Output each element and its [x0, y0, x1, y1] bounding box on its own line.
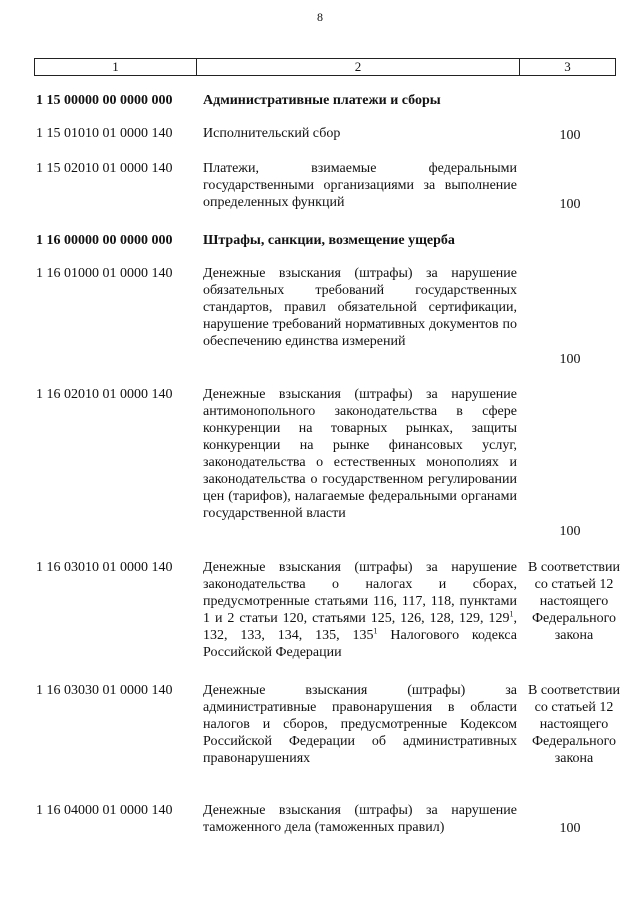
row-description: Административные платежи и сборы [203, 93, 441, 108]
superscript: 1 [509, 609, 514, 619]
row-description: Штрафы, санкции, возмещение ущерба [203, 233, 455, 248]
row-description: Исполнительский сбор [203, 126, 341, 141]
row-description: Денежные взыскания (штрафы) за нарушение таможенного дела (таможенных правил) [203, 803, 517, 835]
row-value: 100 [559, 352, 581, 367]
row-code: 1 16 03010 01 0000 140 [36, 560, 173, 575]
header-col-2: 2 [197, 59, 520, 75]
row-code: 1 16 03030 01 0000 140 [36, 683, 173, 698]
row-description-part: Денежные взыскания (штрафы) за нарушение законодательства о налогах и сборах, предусмотренные статьями 116, 117, 118, пунктами 1 и 2 статьи 120, статьями 125, 126, 128, 129, 129 [203, 560, 517, 626]
row-value: 100 [559, 524, 581, 539]
row-code: 1 16 00000 00 0000 000 [36, 233, 173, 248]
row-value: 100 [559, 128, 581, 143]
row-description: Денежные взыскания (штрафы) за административные правонарушения в области налогов и сборов, предусмотренные Кодексом Российской Федерации об административных правонарушениях [203, 683, 517, 766]
table-header [34, 58, 616, 76]
row-code: 1 16 01000 01 0000 140 [36, 266, 173, 281]
row-code: 1 15 02010 01 0000 140 [36, 161, 173, 176]
row-description: Платежи, взимаемые федеральными государственными организациями за выполнение определенных функций [203, 161, 517, 210]
row-description-part: Налогового кодекса Российской Федерации [203, 628, 518, 660]
row-code: 1 15 00000 00 0000 000 [36, 93, 173, 108]
row-value: В соответствии со статьей 12 настоящего Федерального закона [528, 683, 620, 766]
row-description: Денежные взыскания (штрафы) за нарушение антимонопольного законодательства в сфере конкуренции на товарных рынках, защиты конкуренции на рынке финансовых услуг, законодательства о естественных монополиях и законодательства о государственном регулировании цен (тарифов), налагаемые федеральными органами государственной власти [203, 387, 517, 521]
row-description [203, 559, 517, 661]
row-description: Денежные взыскания (штрафы) за нарушение обязательных требований государственных стандартов, правил обязательной сертификации, нарушение требований нормативных документов по обеспечению единства измерений [203, 266, 517, 349]
row-description-part: , 132, 133, 134, 135, 135 [203, 611, 517, 643]
row-value: 100 [559, 197, 581, 212]
header-col-3: 3 [564, 59, 571, 74]
row-code: 1 16 02010 01 0000 140 [36, 387, 173, 402]
row-value: 100 [559, 821, 581, 836]
header-col-1: 1 [35, 59, 197, 75]
page-number: 8 [317, 10, 323, 24]
superscript: 1 [373, 626, 378, 636]
row-code: 1 16 04000 01 0000 140 [36, 803, 173, 818]
row-value: В соответствии со статьей 12 настоящего Федерального закона [528, 560, 620, 643]
row-code: 1 15 01010 01 0000 140 [36, 126, 173, 141]
